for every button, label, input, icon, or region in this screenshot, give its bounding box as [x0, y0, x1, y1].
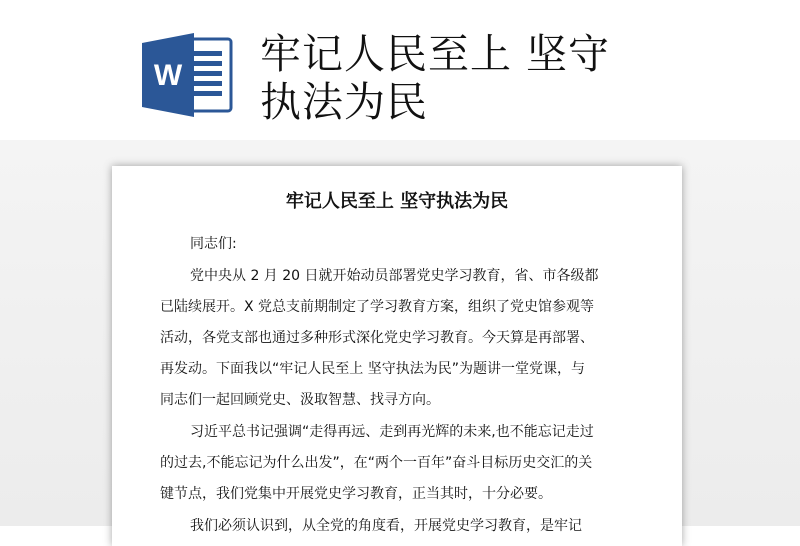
document-page — [112, 166, 682, 546]
page-title-line-2: 执法为民 — [260, 78, 428, 126]
document-line: 的过去,不能忘记为什么出发”，在“两个一百年”奋斗目标历史交汇的关 — [160, 455, 593, 471]
document-line: 同志们: — [190, 236, 237, 252]
page-title-line-1: 牢记人民至上 坚守 — [260, 30, 611, 78]
document-title: 牢记人民至上 坚守执法为民 — [285, 191, 509, 212]
document-line: 党中央从 2 月 20 日就开始动员部署党史学习教育，省、市各级都 — [190, 268, 599, 284]
document-line: 活动，各党支部也通过多种形式深化党史学习教育。今天算是再部署、 — [160, 330, 594, 346]
word-logo-letter: W — [153, 59, 183, 92]
document-line: 习近平总书记强调“走得再远、走到再光辉的未来,也不能忘记走过 — [190, 424, 594, 440]
page-title — [260, 30, 660, 126]
word-document-icon — [140, 33, 235, 117]
document-line: 我们必须认识到，从全党的角度看，开展党史学习教育，是牢记 — [190, 518, 582, 534]
document-line: 再发动。下面我以“牢记人民至上 坚守执法为民”为题讲一堂党课，与 — [160, 361, 585, 377]
document-line: 已陆续展开。X 党总支前期制定了学习教育方案，组织了党史馆参观等 — [160, 299, 595, 315]
document-line: 键节点，我们党集中开展党史学习教育，正当其时，十分必要。 — [160, 486, 552, 502]
document-line: 同志们一起回顾党史、汲取智慧、找寻方向。 — [160, 392, 440, 408]
